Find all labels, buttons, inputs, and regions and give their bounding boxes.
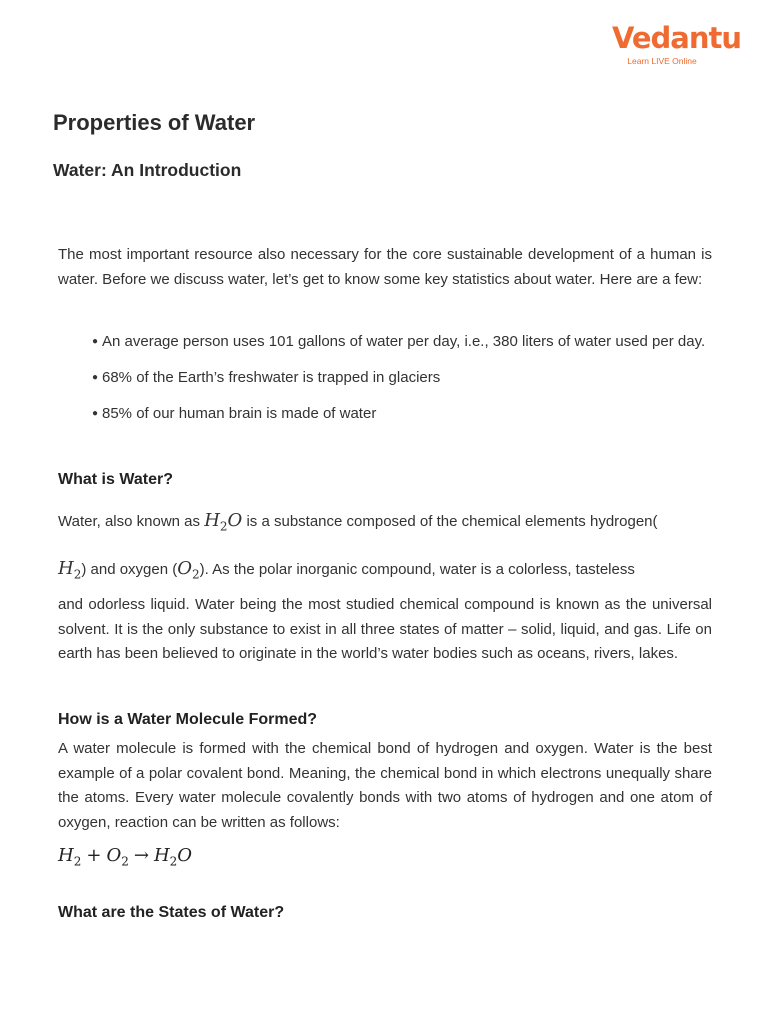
list-item-text: 85% of our human brain is made of water bbox=[102, 405, 377, 422]
formula-o2: $O_2$ bbox=[177, 558, 200, 582]
bullet-icon: ● bbox=[92, 372, 99, 383]
water-paragraph-line-1: Water, also known as $H_2O$ is a substance composed of the chemical elements hydrogen( bbox=[58, 510, 658, 534]
section-heading-molecule: How is a Water Molecule Formed? bbox=[58, 711, 318, 728]
intro-section bbox=[58, 243, 712, 292]
list-item-text: 68% of the Earth’s freshwater is trapped in glaciers bbox=[102, 369, 441, 386]
page-subtitle: Water: An Introduction bbox=[53, 160, 242, 180]
what-is-water-section-2 bbox=[58, 557, 712, 587]
logo-wordmark: Vedantu bbox=[612, 21, 742, 55]
what-is-water-section-3 bbox=[58, 593, 712, 667]
formula-h2o: $H_2O$ bbox=[204, 510, 243, 534]
section-heading-states: What are the States of Water? bbox=[58, 904, 285, 921]
statistics-list bbox=[92, 330, 712, 426]
water-paragraph: and odorless liquid. Water being the most studied chemical compound is known as the universal solvent. It is the only substance to exist in all three states of matter – solid, liquid, and gas. Life on earth has been believed to originate in the world’s water bodies such as oceans, rivers, lakes. bbox=[58, 596, 712, 662]
list-item bbox=[92, 330, 712, 354]
list-item bbox=[92, 402, 712, 426]
reaction-equation bbox=[58, 845, 712, 869]
list-item bbox=[92, 366, 712, 390]
section-heading-what-is-water: What is Water? bbox=[58, 471, 173, 488]
water-paragraph-line-2: $H_2$) and oxygen $(O_2)$. As the polar inorganic compound, water is a colorless, tasteless bbox=[58, 558, 635, 582]
formula-reaction: $H_2 + O_2 \to H_2O$ bbox=[58, 845, 193, 869]
formula-h2: $H_2$ bbox=[58, 558, 82, 582]
list-item-text: An average person uses 101 gallons of water per day, i.e., 380 liters of water used per day. bbox=[102, 333, 706, 350]
molecule-paragraph: A water molecule is formed with the chemical bond of hydrogen and oxygen. Water is the best example of a polar covalent bond. Meaning, the chemical bond in which electrons unequally share the atoms. Every water molecule covalently bonds with two atoms of hydrogen and one atom of oxygen, reaction can be written as follows: bbox=[58, 740, 712, 831]
bullet-icon: ● bbox=[92, 336, 99, 347]
page-title: Properties of Water bbox=[53, 110, 256, 135]
vedantu-logo bbox=[612, 21, 742, 66]
intro-paragraph: The most important resource also necessary for the core sustainable development of a human is water. Before we discuss water, let’s get to know some key statistics about water. Here are a few: bbox=[58, 246, 712, 288]
logo-tagline: Learn LIVE Online bbox=[627, 56, 697, 66]
bullet-icon: ● bbox=[92, 408, 99, 419]
what-is-water-section bbox=[58, 509, 712, 539]
molecule-section bbox=[58, 737, 712, 835]
